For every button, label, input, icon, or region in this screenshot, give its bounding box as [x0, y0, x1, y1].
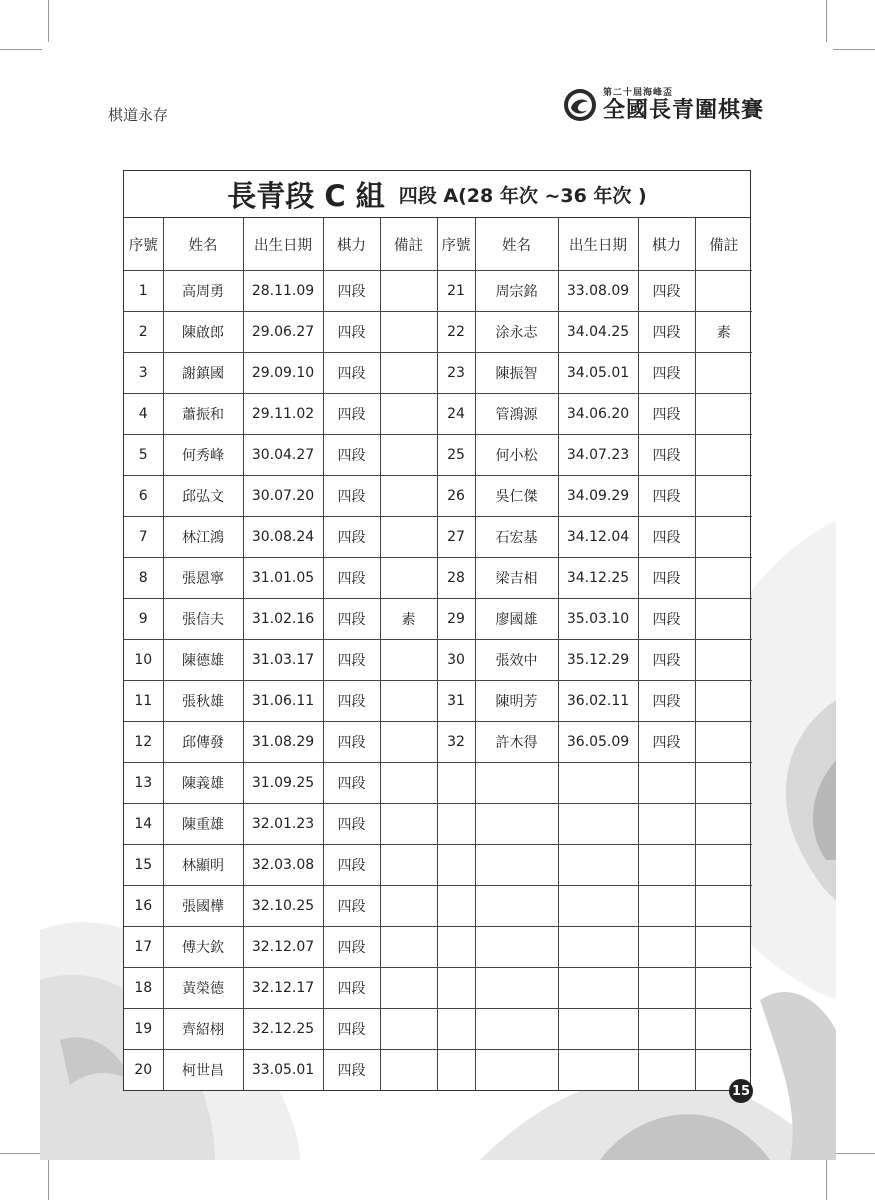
column-header: 備註: [695, 218, 752, 271]
table-cell: [380, 558, 437, 599]
table-cell: 四段: [638, 435, 695, 476]
table-cell: [695, 681, 752, 722]
logo-title: 全國長青圍棋賽: [603, 97, 765, 123]
table-cell: 21: [437, 271, 475, 312]
table-cell: 29.09.10: [243, 353, 323, 394]
table-cell: 陳義雄: [163, 763, 243, 804]
header-row: [124, 218, 752, 271]
table-cell: 陳重雄: [163, 804, 243, 845]
table-cell: 2: [124, 312, 163, 353]
table-cell: [558, 1009, 638, 1050]
table-cell: 四段: [323, 599, 380, 640]
table-cell: 18: [124, 968, 163, 1009]
table-cell: 四段: [323, 1050, 380, 1091]
table-cell: [380, 271, 437, 312]
table-cell: 32: [437, 722, 475, 763]
table-cell: 四段: [323, 271, 380, 312]
roster-body: [124, 271, 752, 1091]
table-cell: 四段: [323, 681, 380, 722]
table-cell: [380, 1009, 437, 1050]
table-cell: 廖國雄: [475, 599, 558, 640]
table-cell: 四段: [323, 435, 380, 476]
table-cell: 35.12.29: [558, 640, 638, 681]
table-cell: 周宗銘: [475, 271, 558, 312]
table-cell: 11: [124, 681, 163, 722]
table-cell: 32.12.25: [243, 1009, 323, 1050]
table-cell: 30.07.20: [243, 476, 323, 517]
table-cell: [380, 435, 437, 476]
table-cell: 31.03.17: [243, 640, 323, 681]
table-row: [124, 927, 752, 968]
table-row: [124, 476, 752, 517]
table-cell: [475, 927, 558, 968]
column-header: 棋力: [323, 218, 380, 271]
table-cell: 四段: [638, 640, 695, 681]
table-cell: 四段: [323, 394, 380, 435]
table-cell: 管鴻源: [475, 394, 558, 435]
table-cell: [695, 927, 752, 968]
table-row: [124, 599, 752, 640]
table-cell: [695, 804, 752, 845]
table-cell: 5: [124, 435, 163, 476]
table-cell: [638, 845, 695, 886]
table-cell: [695, 845, 752, 886]
table-cell: 高周勇: [163, 271, 243, 312]
table-cell: 四段: [323, 312, 380, 353]
table-cell: 30: [437, 640, 475, 681]
running-header-text: 棋道永存: [108, 106, 169, 124]
table-cell: 28.11.09: [243, 271, 323, 312]
table-cell: [380, 804, 437, 845]
table-cell: 四段: [323, 476, 380, 517]
table-cell: [558, 886, 638, 927]
table-cell: [695, 886, 752, 927]
table-row: [124, 1009, 752, 1050]
table-cell: [558, 845, 638, 886]
table-cell: 36.05.09: [558, 722, 638, 763]
table-cell: 3: [124, 353, 163, 394]
table-cell: [437, 927, 475, 968]
table-cell: 四段: [323, 353, 380, 394]
table-cell: [695, 476, 752, 517]
table-cell: 四段: [323, 968, 380, 1009]
table-cell: 四段: [323, 517, 380, 558]
table-cell: 四段: [323, 763, 380, 804]
table-cell: 何小松: [475, 435, 558, 476]
table-cell: 1: [124, 271, 163, 312]
table-cell: 7: [124, 517, 163, 558]
table-cell: 素: [695, 312, 752, 353]
table-cell: 31.06.11: [243, 681, 323, 722]
table-cell: [475, 1009, 558, 1050]
table-cell: 6: [124, 476, 163, 517]
table-cell: 許木得: [475, 722, 558, 763]
table-cell: 32.10.25: [243, 886, 323, 927]
table-cell: [475, 968, 558, 1009]
table-cell: [695, 394, 752, 435]
table-cell: 15: [124, 845, 163, 886]
logo-subtitle: 第二十屆海峰盃: [603, 87, 674, 98]
table-cell: 29.06.27: [243, 312, 323, 353]
table-cell: [437, 845, 475, 886]
table-row: [124, 1050, 752, 1091]
table-cell: 四段: [638, 681, 695, 722]
table-cell: 26: [437, 476, 475, 517]
table-cell: 石宏基: [475, 517, 558, 558]
table-cell: [475, 845, 558, 886]
wave-emblem-icon: [563, 88, 597, 122]
table-cell: 25: [437, 435, 475, 476]
table-cell: 邱傳發: [163, 722, 243, 763]
table-cell: 8: [124, 558, 163, 599]
table-cell: 24: [437, 394, 475, 435]
table-cell: 黃榮德: [163, 968, 243, 1009]
table-cell: 四段: [323, 1009, 380, 1050]
table-cell: [380, 353, 437, 394]
table-cell: [475, 886, 558, 927]
table-cell: 傅大欽: [163, 927, 243, 968]
column-header: 序號: [124, 218, 163, 271]
table-cell: 32.01.23: [243, 804, 323, 845]
table-row: [124, 640, 752, 681]
table-cell: 謝鎮國: [163, 353, 243, 394]
group-title: 長青段 C 組: [227, 178, 385, 213]
table-cell: [380, 722, 437, 763]
table-cell: 林顯明: [163, 845, 243, 886]
table-cell: 9: [124, 599, 163, 640]
table-cell: [380, 927, 437, 968]
table-cell: 四段: [638, 722, 695, 763]
table-cell: 四段: [638, 353, 695, 394]
table-cell: [437, 763, 475, 804]
table-cell: 31.08.29: [243, 722, 323, 763]
table-cell: 四段: [638, 271, 695, 312]
table-cell: [380, 1050, 437, 1091]
table-cell: 陳振智: [475, 353, 558, 394]
table-cell: 梁吉相: [475, 558, 558, 599]
table-title: [124, 171, 750, 218]
table-cell: [695, 1009, 752, 1050]
table-cell: 13: [124, 763, 163, 804]
table-cell: [380, 845, 437, 886]
table-cell: 素: [380, 599, 437, 640]
table-cell: 34.12.25: [558, 558, 638, 599]
table-cell: 27: [437, 517, 475, 558]
table-cell: 34.09.29: [558, 476, 638, 517]
table-cell: 36.02.11: [558, 681, 638, 722]
table-cell: 32.12.07: [243, 927, 323, 968]
table-cell: 34.05.01: [558, 353, 638, 394]
table-cell: 23: [437, 353, 475, 394]
table-cell: [380, 968, 437, 1009]
table-cell: 19: [124, 1009, 163, 1050]
table-cell: 29.11.02: [243, 394, 323, 435]
table-cell: [695, 353, 752, 394]
tournament-logo: [563, 88, 764, 122]
table-cell: 10: [124, 640, 163, 681]
table-cell: 何秀峰: [163, 435, 243, 476]
table-cell: [475, 763, 558, 804]
table-cell: 31.09.25: [243, 763, 323, 804]
table-cell: [638, 1009, 695, 1050]
table-cell: 31: [437, 681, 475, 722]
column-header: 出生日期: [558, 218, 638, 271]
table-cell: 張國樺: [163, 886, 243, 927]
table-cell: 31.02.16: [243, 599, 323, 640]
column-header: 出生日期: [243, 218, 323, 271]
table-cell: 蕭振和: [163, 394, 243, 435]
table-cell: 30.08.24: [243, 517, 323, 558]
table-cell: [437, 886, 475, 927]
table-cell: 四段: [638, 517, 695, 558]
table-cell: 陳明芳: [475, 681, 558, 722]
table-cell: [558, 968, 638, 1009]
table-cell: [638, 968, 695, 1009]
table-cell: 林江鴻: [163, 517, 243, 558]
table-cell: [638, 1050, 695, 1091]
table-cell: 17: [124, 927, 163, 968]
page-number: 15: [729, 1079, 753, 1103]
roster-table: [124, 218, 752, 1090]
table-row: [124, 353, 752, 394]
table-cell: 34.04.25: [558, 312, 638, 353]
table-cell: 31.01.05: [243, 558, 323, 599]
table-cell: 22: [437, 312, 475, 353]
table-cell: 12: [124, 722, 163, 763]
table-cell: [437, 1050, 475, 1091]
table-cell: 齊紹栩: [163, 1009, 243, 1050]
table-cell: 陳德雄: [163, 640, 243, 681]
column-header: 備註: [380, 218, 437, 271]
table-cell: 34.12.04: [558, 517, 638, 558]
table-cell: [558, 1050, 638, 1091]
table-cell: 34.06.20: [558, 394, 638, 435]
table-cell: 四段: [638, 599, 695, 640]
table-cell: 張信夫: [163, 599, 243, 640]
table-cell: 29: [437, 599, 475, 640]
table-cell: [437, 968, 475, 1009]
table-cell: 28: [437, 558, 475, 599]
table-cell: [437, 804, 475, 845]
table-row: [124, 763, 752, 804]
column-header: 姓名: [163, 218, 243, 271]
table-cell: [475, 804, 558, 845]
table-cell: [695, 968, 752, 1009]
table-row: [124, 681, 752, 722]
roster-sheet: [123, 170, 751, 1091]
table-cell: 陳啟郎: [163, 312, 243, 353]
table-cell: 四段: [638, 312, 695, 353]
table-cell: 四段: [323, 804, 380, 845]
table-cell: [380, 517, 437, 558]
table-cell: 33.08.09: [558, 271, 638, 312]
table-cell: 四段: [638, 558, 695, 599]
table-cell: [638, 804, 695, 845]
table-row: [124, 517, 752, 558]
table-cell: 張效中: [475, 640, 558, 681]
table-cell: 吳仁傑: [475, 476, 558, 517]
table-cell: [558, 927, 638, 968]
table-row: [124, 845, 752, 886]
table-cell: [638, 886, 695, 927]
table-cell: 4: [124, 394, 163, 435]
table-cell: 四段: [323, 845, 380, 886]
table-cell: 四段: [323, 886, 380, 927]
table-cell: 20: [124, 1050, 163, 1091]
table-cell: 14: [124, 804, 163, 845]
table-cell: 30.04.27: [243, 435, 323, 476]
table-row: [124, 271, 752, 312]
table-cell: 35.03.10: [558, 599, 638, 640]
table-cell: 四段: [323, 558, 380, 599]
table-cell: 四段: [638, 394, 695, 435]
table-cell: 張秋雄: [163, 681, 243, 722]
table-cell: [695, 599, 752, 640]
table-cell: 邱弘文: [163, 476, 243, 517]
table-cell: 張恩寧: [163, 558, 243, 599]
table-cell: [380, 886, 437, 927]
table-cell: [380, 640, 437, 681]
table-cell: [695, 640, 752, 681]
table-cell: 33.05.01: [243, 1050, 323, 1091]
table-cell: [437, 1009, 475, 1050]
table-cell: 四段: [323, 640, 380, 681]
table-cell: [638, 763, 695, 804]
table-cell: 柯世昌: [163, 1050, 243, 1091]
table-cell: 32.03.08: [243, 845, 323, 886]
table-row: [124, 312, 752, 353]
table-row: [124, 394, 752, 435]
table-cell: [380, 681, 437, 722]
table-row: [124, 804, 752, 845]
table-cell: [695, 517, 752, 558]
table-cell: 16: [124, 886, 163, 927]
table-cell: [380, 394, 437, 435]
table-cell: [695, 722, 752, 763]
table-row: [124, 558, 752, 599]
table-row: [124, 886, 752, 927]
table-cell: [638, 927, 695, 968]
table-cell: [558, 804, 638, 845]
table-row: [124, 435, 752, 476]
table-cell: 32.12.17: [243, 968, 323, 1009]
table-row: [124, 968, 752, 1009]
table-cell: [380, 476, 437, 517]
table-cell: 四段: [638, 476, 695, 517]
column-header: 序號: [437, 218, 475, 271]
group-subtitle: 四段 A(28 年次 ~36 年次 ): [398, 184, 647, 207]
table-cell: 四段: [323, 927, 380, 968]
table-row: [124, 722, 752, 763]
column-header: 姓名: [475, 218, 558, 271]
table-cell: [695, 558, 752, 599]
table-cell: [475, 1050, 558, 1091]
table-cell: [558, 763, 638, 804]
table-cell: 涂永志: [475, 312, 558, 353]
table-cell: [695, 435, 752, 476]
table-cell: [695, 271, 752, 312]
table-cell: 四段: [323, 722, 380, 763]
table-cell: [380, 312, 437, 353]
table-cell: 34.07.23: [558, 435, 638, 476]
table-cell: [695, 763, 752, 804]
column-header: 棋力: [638, 218, 695, 271]
table-cell: [380, 763, 437, 804]
